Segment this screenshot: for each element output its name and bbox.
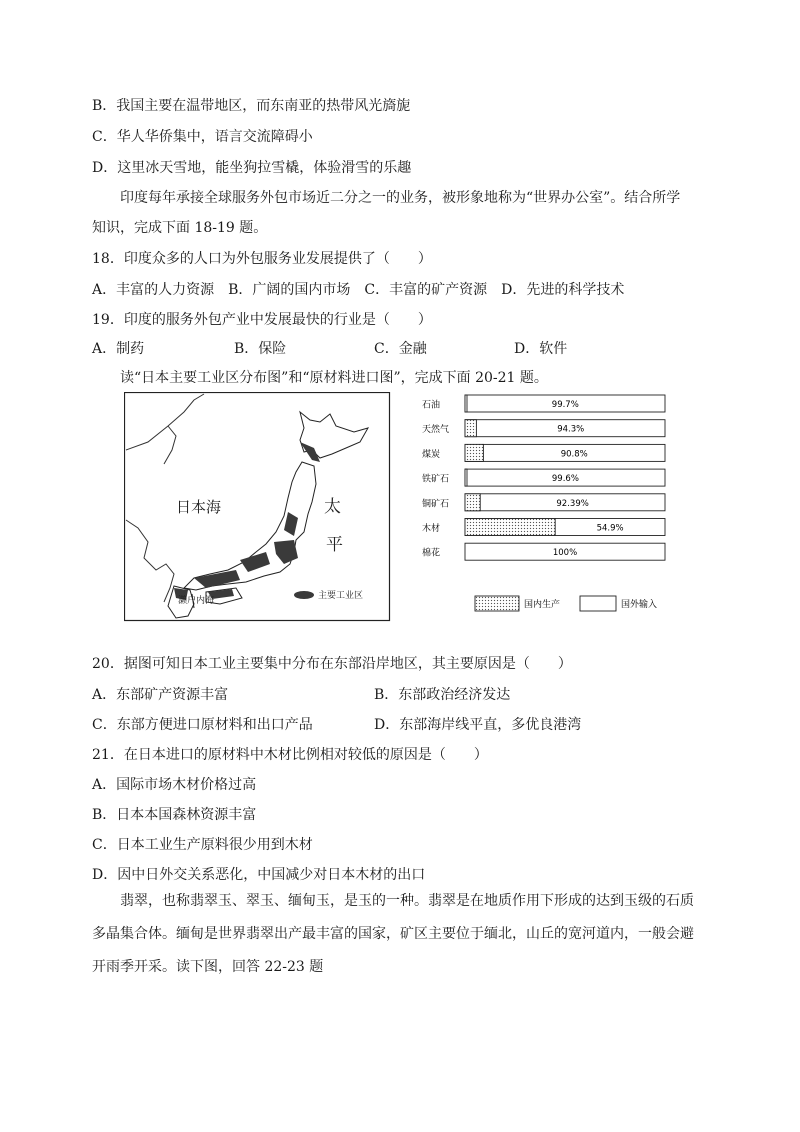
category-label: 煤炭 — [422, 449, 441, 460]
domestic-bar — [465, 395, 467, 412]
legend-domestic-label: 国内生产 — [524, 600, 561, 610]
map-frame — [125, 393, 390, 621]
q19-option-a: A．制药 — [92, 341, 145, 357]
q21-option-b: B．日本本国森林资源丰富 — [92, 807, 257, 823]
inland-sea-label: 濑户内海 — [178, 596, 215, 606]
legend-import-label: 国外输入 — [621, 600, 658, 610]
legend-import-swatch — [580, 596, 616, 611]
jade-intro-line-1: 翡翠，也称翡翠玉、翠玉、缅甸玉，是玉的一种。翡翠是在地质作用下形成的达到玉级的石质 — [120, 893, 694, 909]
q18-options: A．丰富的人力资源 B．广阔的国内市场 C．丰富的矿产资源 D．先进的科学技术 — [92, 282, 625, 298]
domestic-bar — [465, 469, 467, 486]
q17-option-c: C．华人华侨集中，语言交流障碍小 — [92, 129, 313, 145]
value-label: 100% — [552, 548, 578, 559]
jade-intro-line-2: 多晶集合体。缅甸是世界翡翠出产最丰富的国家，矿区主要位于缅北，山丘的宽河道内，一般会避 — [92, 926, 694, 942]
value-label: 99.6% — [551, 474, 579, 485]
value-label: 54.9% — [596, 523, 624, 534]
q17-option-d: D．这里冰天雪地，能坐狗拉雪橇，体验滑雪的乐趣 — [92, 160, 412, 176]
q21-option-c: C．日本工业生产原料很少用到木材 — [92, 837, 313, 853]
value-label: 90.8% — [560, 449, 588, 460]
raw-material-import-chart — [418, 392, 678, 622]
q17-option-b: B．我国主要在温带地区，而东南亚的热带风光旖旎 — [92, 98, 411, 114]
q20-option-a: A．东部矿产资源丰富 — [92, 687, 229, 703]
jade-intro-line-3: 开雨季开采。读下图，回答 22-23 题 — [92, 959, 324, 975]
category-label: 棉花 — [422, 548, 441, 559]
japan-industry-map — [124, 392, 394, 622]
legend-domestic-swatch — [475, 596, 519, 611]
category-label: 天然气 — [422, 425, 450, 436]
q19-option-c: C．金融 — [374, 341, 427, 357]
value-label: 99.7% — [551, 400, 579, 410]
sea-of-japan-label: 日本海 — [176, 498, 222, 516]
domestic-bar — [465, 519, 555, 536]
pacific-label-1: 太 — [324, 497, 341, 517]
india-intro-line-2: 知识，完成下面 18-19 题。 — [92, 220, 268, 236]
q20-option-d: D．东部海岸线平直，多优良港湾 — [374, 717, 582, 733]
q19-option-b: B．保险 — [234, 341, 287, 357]
q20-option-b: B．东部政治经济发达 — [374, 687, 511, 703]
q21-option-a: A．国际市场木材价格过高 — [92, 777, 257, 793]
legend-label: 主要工业区 — [318, 591, 364, 601]
q21-option-d: D．因中日外交关系恶化，中国减少对日本木材的出口 — [92, 867, 426, 883]
pacific-label-2: 平 — [326, 535, 343, 555]
japan-intro: 读“日本主要工业区分布图”和“原材料进口图”，完成下面 20-21 题。 — [120, 370, 548, 386]
q20-option-c: C．东部方便进口原材料和出口产品 — [92, 717, 313, 733]
q21-stem: 21．在日本进口的原材料中木材比例相对较低的原因是（ ） — [92, 747, 488, 763]
legend-swatch — [294, 591, 314, 599]
category-label: 铜矿石 — [422, 499, 450, 510]
q19-option-d: D．软件 — [514, 341, 568, 357]
q19-stem: 19．印度的服务外包产业中发展最快的行业是（ ） — [92, 312, 432, 328]
q20-stem: 20．据图可知日本工业主要集中分布在东部沿岸地区，其主要原因是（ ） — [92, 656, 572, 672]
india-intro-line-1: 印度每年承接全球服务外包市场近二分之一的业务，被形象地称为“世界办公室”。结合所学 — [120, 190, 681, 206]
domestic-bar — [465, 420, 476, 437]
q18-stem: 18．印度众多的人口为外包服务业发展提供了（ ） — [92, 251, 432, 267]
category-label: 石油 — [422, 400, 441, 411]
category-label: 铁矿石 — [422, 474, 450, 485]
value-label: 94.3% — [557, 424, 585, 435]
domestic-bar — [465, 444, 483, 461]
value-label: 92.39% — [556, 498, 589, 509]
category-label: 木材 — [422, 524, 441, 534]
domestic-bar — [465, 494, 480, 511]
